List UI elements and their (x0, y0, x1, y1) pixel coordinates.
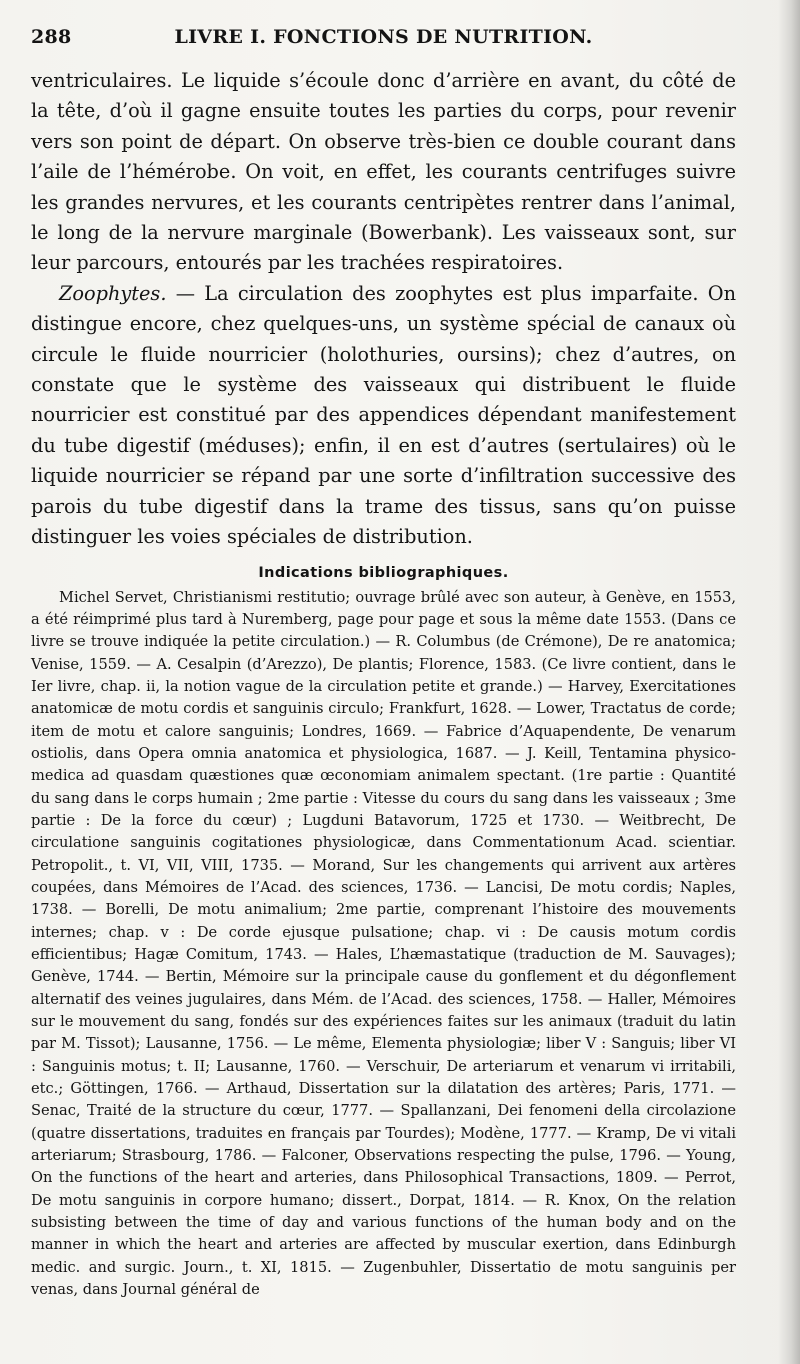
running-title: LIVRE I. FONCTIONS DE NUTRITION. (174, 26, 593, 48)
page-edge-shadow (778, 0, 800, 1364)
paragraph-zoophytes (31, 279, 736, 553)
running-header (31, 26, 736, 66)
section-lead-zoophytes: Zoophytes. (59, 281, 167, 305)
paragraph-insects: ventriculaires. Le liquide s’écoule donc d’arrière en avant, du côté de la tête, d’où il gagne ensuite toutes les parties du corps, pour revenir vers son point de départ. On observe très-bien ce double courant dans l’aile de l’hémérobe. On voit, en effet, les courants centrifuges suivre les grandes nervures, et les courants centripètes rentrer dans l’animal, le long de la nervure marginale (Bowerbank). Les vaisseaux sont, sur leur parcours, entourés par les trachées respiratoires. (31, 69, 736, 275)
bibliography-heading: Indications bibliographiques. (258, 564, 509, 581)
page-number: 288 (31, 26, 72, 48)
bibliography-text: Michel Servet, Christianismi restitutio; ouvrage brûlé avec son auteur, à Genève, en 1553, a été réimprimé plus tard à Nuremberg, page pour page et sous la même date 1553. (Dans ce livre se trouve indiquée la petite circulation.) — R. Columbus (de Crémone), De re anatomica; Venise, 1559. — A. Cesalpin (d’Arezzo), De plantis; Florence, 1583. (Ce livre contient, dans le Ier livre, chap. ii, la notion vague de la circulation petite et grande.) — Harvey, Exercitationes anatomicæ de motu cordis et sanguinis circulo; Frankfurt, 1628. — Lower, Tractatus de corde; item de motu et calore sanguinis; Londres, 1669. — Fabrice d’Aquapendente, De venarum ostiolis, dans Opera omnia anatomica et physiologica, 1687. — J. Keill, Tentamina physico-medica ad quasdam quæstiones quæ œconomiam animalem spectant. (1re partie : Quantité du sang dans le corps humain ; 2me partie : Vitesse du cours du sang dans les vaisseaux ; 3me partie : De la force du cœur) ; Lugduni Batavorum, 1725 et 1730. — Weitbrecht, De circulatione sanguinis cogitationes physiologicæ, dans Commentationum Acad. scientiar. Petropolit., t. VI, VII, VIII, 1735. — Morand, Sur les changements qui arrivent aux artères coupées, dans Mémoires de l’Acad. des sciences, 1736. — Lancisi, De motu cordis; Naples, 1738. — Borelli, De motu animalium; 2me partie, comprenant l’histoire des mouvements internes; chap. v : De corde ejusque pulsatione; chap. vi : De causis motum cordis efficientibus; Hagæ Comitum, 1743. — Hales, L’hæmastatique (traduction de M. Sauvages); Genève, 1744. — Bertin, Mémoire sur la principale cause du gonflement et du dégonflement alternatif des veines jugulaires, dans Mém. de l’Acad. des sciences, 1758. — Haller, Mémoires sur le mouvement du sang, fondés sur des expériences faites sur les animaux (traduit du latin par M. Tissot); Lausanne, 1756. — Le même, Elementa physiologiæ; liber V : Sanguis; liber VI : Sanguinis motus; t. II; Lausanne, 1760. — Verschuir, De arteriarum et venarum vi irritabili, etc.; Göttingen, 1766. — Arthaud, Dissertation sur la dilatation des artères; Paris, 1771. — Senac, Traité de la structure du cœur, 1777. — Spallanzani, Dei fenomeni della circolazione (quatre dissertations, traduites en français par Tourdes); Modène, 1777. — Kramp, De vi vitali arteriarum; Strasbourg, 1786. — Falconer, Observations respecting the pulse, 1796. — Young, On the functions of the heart and arteries, dans Philosophical Transactions, 1809. — Perrot, De motu sanguinis in corpore humano; dissert., Dorpat, 1814. — R. Knox, On the relation subsisting between the time of day and various functions of the human body and on the manner in which the heart and arteries are affected by muscular exertion, dans Edinburgh medic. and surgic. Journ., t. XI, 1815. — Zugenbuhler, Dissertatio de motu sanguinis per venas, dans Journal général de (31, 588, 736, 1299)
paragraph-zoophytes-text: — La circulation des zoophytes est plus imparfaite. On distingue encore, chez quelques-uns, un système spécial de canaux où circule le fluide nourricier (holothuries, oursins); chez d’autres, on constate que le système des vaisseaux qui distribuent le fluide nourricier est constitué par des appendices dépendant manifestement du tube digestif (méduses); enfin, il en est d’autres (sertulaires) où le liquide nourricier se répand par une sorte d’infiltration successive des parois du tube digestif dans la trame des tissus, sans qu’on puisse distinguer les voies spéciales de distribution. (31, 281, 736, 549)
main-text (31, 66, 736, 553)
